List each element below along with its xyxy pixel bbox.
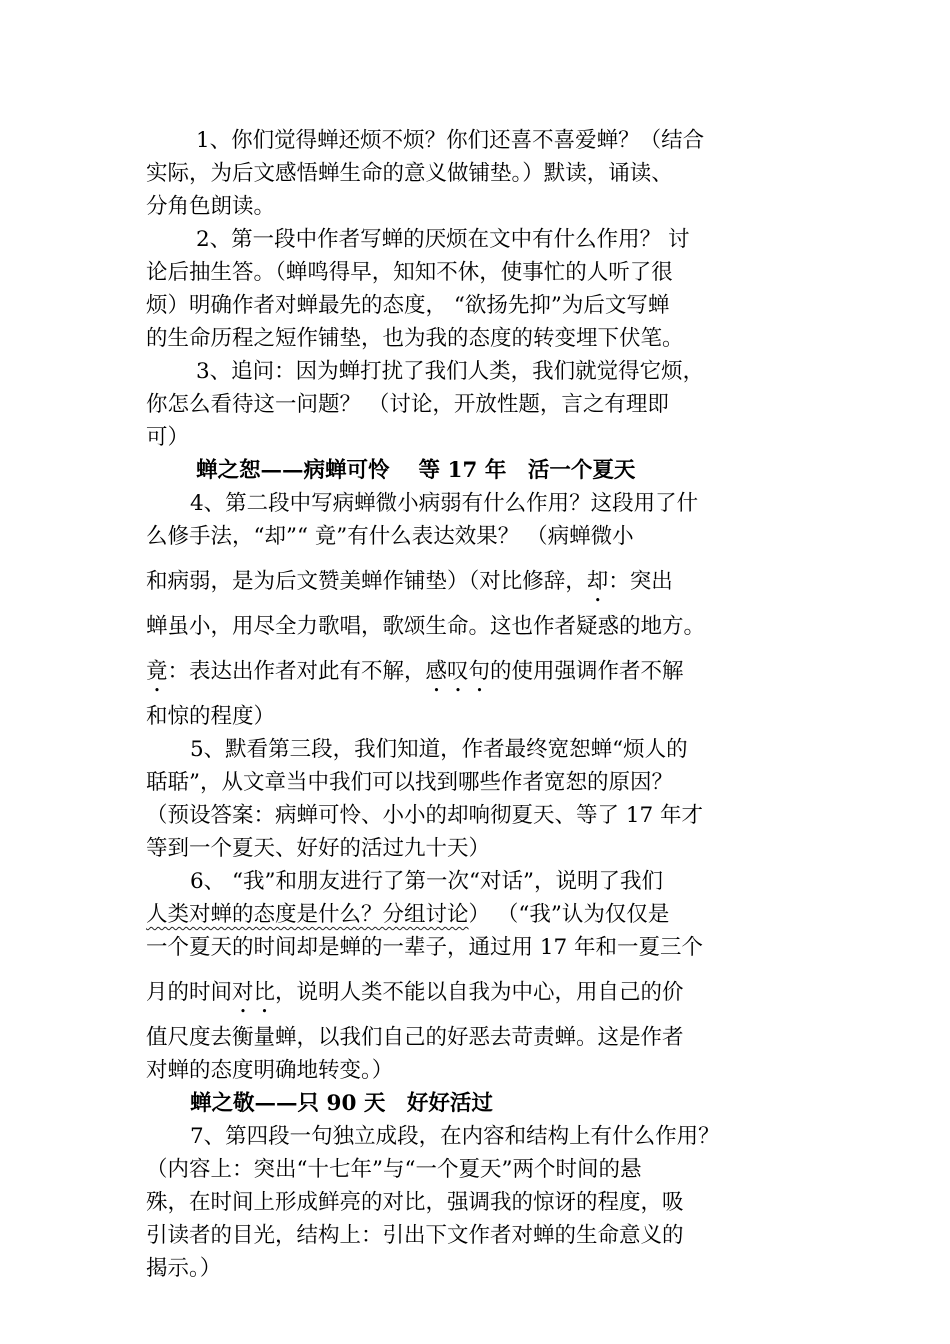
q2-line-3: 烦）明确作者对蝉最先的态度， “欲扬先抑”为后文写蝉 [146,293,670,318]
q3-line-3: 可） [146,425,190,450]
q1-line-2: 实际，为后文感悟蝉生命的意义做铺垫。）默读，诵读、 [146,161,673,186]
q5-line-1: 5、默看第三段，我们知道，作者最终宽恕蝉“烦人的 [190,737,688,762]
q2-line-2: 论后抽生答。（蝉鸣得早，知知不休，使事忙的人听了很 [146,260,673,285]
question-2 [146,223,820,355]
question-6 [146,865,820,1087]
emphasis-jing: 竟 [146,659,168,684]
q7-line-5: 揭示。） [146,1256,222,1281]
q5-line-2: 聒聒”，从文章当中我们可以找到哪些作者宽恕的原因？ [146,770,673,795]
emphasis-que: 却 [586,569,609,594]
q4-line-3 [146,565,820,610]
q4-line-3-tail: ：突出 [608,569,673,594]
q4-line-5 [146,655,820,700]
q6-line-2-tail: ） （“我”认为仅仅是 [468,902,670,927]
q4-line-6: 和惊的程度） [146,704,276,729]
question-4 [146,487,820,733]
q7-line-1: 7、第四段一句独立成段，在内容和结构上有什么作用？ [190,1124,720,1149]
q3-line-1: 3、追问：因为蝉打扰了我们人类，我们就觉得它烦， [196,359,705,384]
question-3 [146,355,820,454]
question-7 [146,1120,820,1285]
question-5 [146,733,820,865]
q5-line-4: 等到一个夏天、好好的活过九十天） [146,836,491,861]
emphasis-exclamation: 感叹句 [425,659,491,684]
q4-line-5-tail: 的使用强调作者不解 [490,659,684,684]
q4-line-4: 蝉虽小，用尽全力歌唱，歌颂生命。这也作者疑惑的地方。 [146,614,706,639]
q6-line-2 [146,898,820,931]
q6-wavy-underline: 人类对蝉的态度是什么？分组讨论 [146,902,469,927]
q6-line-4-tail: ，说明人类不能以自我为中心，用自己的价 [275,980,684,1005]
q7-line-4: 引读者的目光，结构上：引出下文作者对蝉的生命意义的 [146,1223,684,1248]
q6-line-5: 值尺度去衡量蝉，以我们自己的好恶去苛责蝉。这是作者 [146,1025,684,1050]
question-1 [146,124,820,223]
q4-line-5-text: ：表达出作者对此有不解， [167,659,426,684]
q6-line-4 [146,976,820,1021]
q2-line-1: 2、第一段中作者写蝉的厌烦在文中有什么作用？ 讨 [196,227,690,252]
q5-line-3: （预设答案：病蝉可怜、小小的却响彻夏天、等了 17 年才 [146,803,704,828]
emphasis-contrast: 对比 [232,980,276,1005]
q6-line-6: 对蝉的态度明确地转变。） [146,1058,394,1083]
q7-line-3: 殊，在时间上形成鲜亮的对比，强调我的惊讶的程度，吸 [146,1190,684,1215]
q6-line-1: 6、 “我”和朋友进行了第一次“对话”，说明了我们 [190,869,663,894]
q3-line-2: 你怎么看待这一问题？ （讨论，开放性题，言之有理即 [146,392,669,417]
q4-line-1: 4、第二段中写病蝉微小病弱有什么作用？这段用了什 [190,491,699,516]
q7-line-2: （内容上：突出“十七年”与“一个夏天”两个时间的悬 [146,1157,642,1182]
section-heading-forgive: 蝉之恕——病蝉可怜 等 17 年 活一个夏天 [196,458,636,483]
q4-line-3-text: 和病弱，是为后文赞美蝉作铺垫）（对比修辞， [146,569,587,594]
section-heading-respect: 蝉之敬——只 90 天 好好活过 [190,1091,493,1116]
q1-line-3: 分角色朗读。 [146,194,276,219]
q6-line-3: 一个夏天的时间却是蝉的一辈子，通过用 17 年和一夏三个 [146,935,704,960]
q4-line-2: 么修手法，“却”“ 竟”有什么表达效果？ （病蝉微小 [146,524,634,549]
q2-line-4: 的生命历程之短作铺垫，也为我的态度的转变埋下伏笔。 [146,326,684,351]
q6-line-4-text: 月的时间 [146,980,233,1005]
q1-line-1: 1、你们觉得蝉还烦不烦？你们还喜不喜爱蝉？（结合 [196,128,705,153]
